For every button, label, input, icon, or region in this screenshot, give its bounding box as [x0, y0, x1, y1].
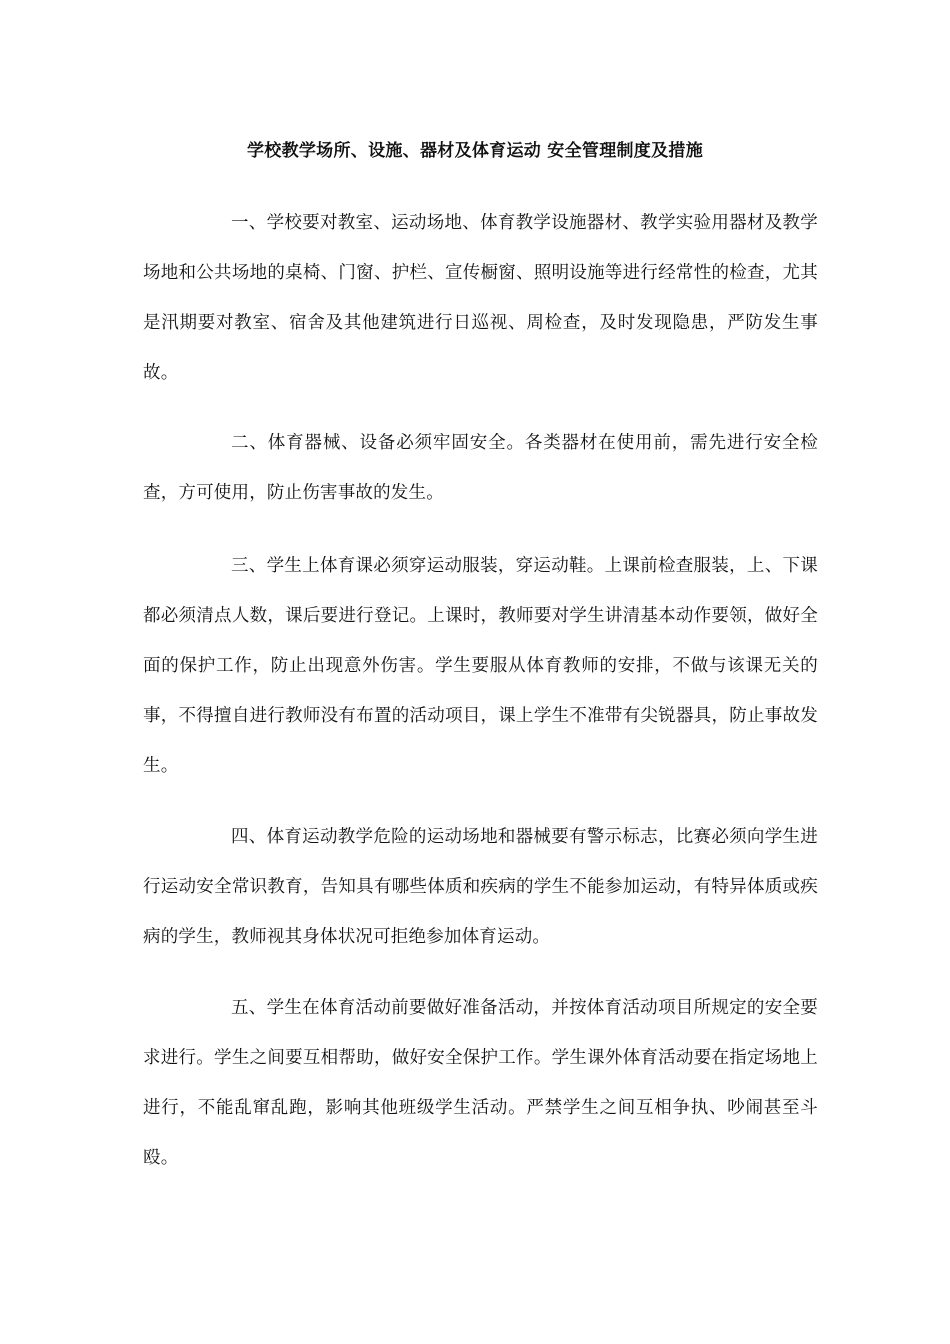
document-title: 学校教学场所、设施、器材及体育运动 安全管理制度及措施 — [246, 141, 704, 161]
paragraph-4: 四、体育运动教学危险的运动场地和器械要有警示标志，比赛必须向学生进行运动安全常识教育，告知具有哪些体质和疾病的学生不能参加运动，有特异体质或疾病的学生，教师视其身体状况可拒绝参加体育运动。 — [143, 827, 818, 947]
paragraph-5: 五、学生在体育活动前要做好准备活动，并按体育活动项目所规定的安全要求进行。学生之间要互相帮助，做好安全保护工作。学生课外体育活动要在指定场地上进行，不能乱窜乱跑，影响其他班级学生活动。严禁学生之间互相争执、吵闹甚至斗殴。 — [143, 998, 818, 1168]
paragraph-2: 二、体育器械、设备必须牢固安全。各类器材在使用前，需先进行安全检查，方可使用，防止伤害事故的发生。 — [143, 433, 818, 503]
paragraph-3: 三、学生上体育课必须穿运动服装，穿运动鞋。上课前检查服装，上、下课都必须清点人数，课后要进行登记。上课时，教师要对学生讲清基本动作要领，做好全面的保护工作，防止出现意外伤害。学生要服从体育教师的安排，不做与该课无关的事，不得擅自进行教师没有布置的活动项目，课上学生不准带有尖锐器具，防止事故发生。 — [143, 556, 818, 776]
paragraph-1: 一、学校要对教室、运动场地、体育教学设施器材、教学实验用器材及教学场地和公共场地的桌椅、门窗、护栏、宣传橱窗、照明设施等进行经常性的检查，尤其是汛期要对教室、宿舍及其他建筑进行日巡视、周检查，及时发现隐患，严防发生事故。 — [143, 213, 818, 383]
